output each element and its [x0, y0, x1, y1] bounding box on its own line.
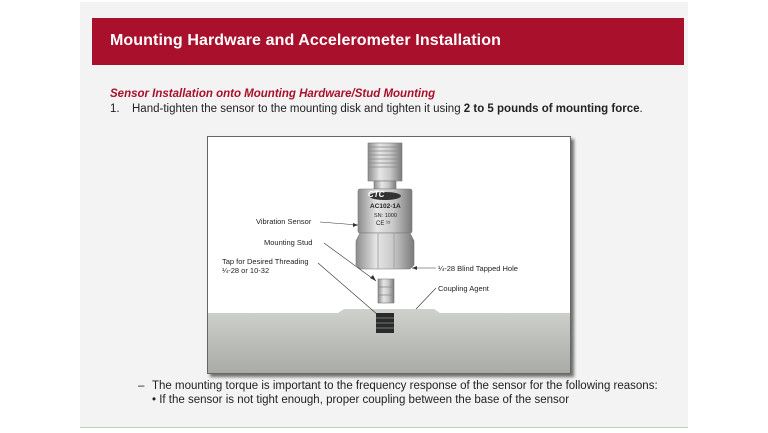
- label-vibration-sensor: Vibration Sensor: [256, 217, 312, 226]
- label-tap-line1: Tap for Desired Threading: [222, 257, 309, 266]
- bullet-main-text: The mounting torque is important to the frequency response of the sensor for the following reasons:: [152, 380, 658, 392]
- step-text-a: Hand-tighten the sensor to the mounting disk and tighten it using: [132, 103, 464, 115]
- label-mounting-stud: Mounting Stud: [264, 238, 313, 247]
- page-title: Mounting Hardware and Accelerometer Installation: [110, 32, 501, 49]
- label-coupling-agent: Coupling Agent: [438, 284, 489, 293]
- bottom-rule: [80, 427, 688, 428]
- section-heading: Sensor Installation onto Mounting Hardware/Stud Mounting: [110, 88, 436, 100]
- installation-diagram-drawing: [208, 137, 570, 373]
- label-tap-line2: ¼-28 or 10-32: [222, 266, 270, 275]
- vibration-sensor-body: [356, 189, 414, 269]
- step-number: 1.: [110, 103, 120, 115]
- bullet-dash: –: [138, 380, 145, 392]
- sensor-marks: CE ¹⁵: [376, 221, 391, 227]
- sensor-model: AC102-1A: [370, 203, 401, 210]
- mounting-stud: [378, 279, 394, 303]
- step-text-bold: 2 to 5 pounds of mounting force: [463, 103, 640, 115]
- bullet-list: [138, 379, 658, 407]
- sensor-serial: SN: 1000: [374, 213, 397, 219]
- step-text-b: .: [639, 103, 643, 115]
- blind-tapped-hole: [376, 313, 394, 333]
- sensor-connector: [368, 143, 402, 189]
- step-text: [132, 102, 650, 117]
- document-page: [80, 2, 688, 428]
- label-blind-tapped-hole: ¼-28 Blind Tapped Hole: [438, 264, 518, 273]
- step-1: [110, 102, 650, 117]
- installation-diagram: [207, 136, 571, 374]
- label-tap-threading: [222, 257, 309, 275]
- bullet-sub-text: • If the sensor is not tight enough, proper coupling between the base of the sensor: [152, 394, 570, 406]
- page-title-banner: [92, 18, 684, 65]
- sensor-logo: CTC: [368, 190, 385, 199]
